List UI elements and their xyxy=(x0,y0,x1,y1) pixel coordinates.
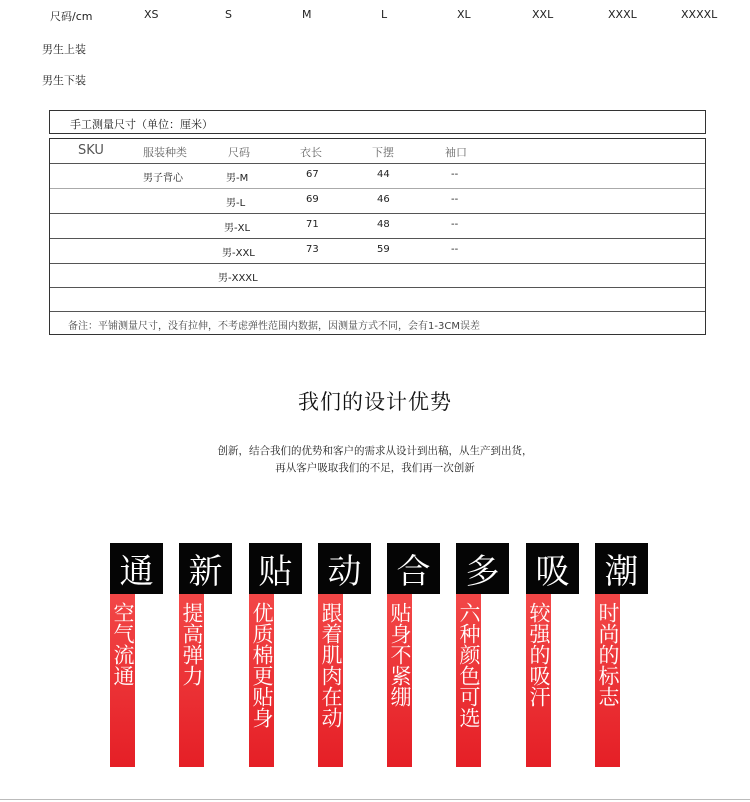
table-row-empty xyxy=(50,287,705,311)
feature-body xyxy=(595,594,620,767)
feature-body-text: 提高弹力 xyxy=(180,602,204,686)
header-hem: 下摆 xyxy=(372,146,394,159)
table-row xyxy=(50,163,705,188)
feature-body-text: 优质棉更贴身 xyxy=(250,602,274,728)
feature-body xyxy=(110,594,135,767)
size-cell: 男-L xyxy=(226,198,246,209)
table-row xyxy=(50,238,705,263)
feature-head: 多 xyxy=(456,543,509,594)
measure-table xyxy=(49,138,706,335)
feature-head: 新 xyxy=(179,543,232,594)
size-header xyxy=(0,0,750,30)
feature-body xyxy=(318,594,343,767)
feature-card xyxy=(249,543,302,767)
feature-body xyxy=(249,594,274,767)
table-note-row xyxy=(50,311,705,335)
feature-body-text: 六种颜色可选 xyxy=(457,602,481,728)
measure-title-box xyxy=(49,110,706,134)
feature-head: 动 xyxy=(318,543,371,594)
feature-card xyxy=(526,543,579,767)
length-cell: 71 xyxy=(306,219,319,230)
length-cell: 69 xyxy=(306,194,319,205)
feature-body xyxy=(179,594,204,767)
feature-body-text: 跟着肌肉在动 xyxy=(319,602,343,728)
design-title: 我们的设计优势 xyxy=(298,390,452,414)
size-xxxxl: XXXXL xyxy=(681,8,718,21)
feature-head: 吸 xyxy=(526,543,579,594)
size-cell: 男-M xyxy=(226,173,249,184)
feature-body-text: 贴身不紧绷 xyxy=(388,602,412,707)
feature-head: 通 xyxy=(110,543,163,594)
hem-cell: 44 xyxy=(377,169,390,180)
feature-card xyxy=(387,543,440,767)
length-cell: 73 xyxy=(306,244,319,255)
header-length: 衣长 xyxy=(300,146,322,159)
row-label-top: 男生上装 xyxy=(42,43,86,56)
size-cell: 男-XXL xyxy=(222,248,255,259)
feature-head: 潮 xyxy=(595,543,648,594)
feature-card xyxy=(318,543,371,767)
measure-note: 备注：平铺测量尺寸，没有拉伸，不考虑弹性范围内数据，因测量方式不同，会有1-3CM误差 xyxy=(68,321,480,332)
hem-cell: 46 xyxy=(377,194,390,205)
hem-cell: 59 xyxy=(377,244,390,255)
header-category: 服装种类 xyxy=(143,146,187,159)
size-xs: XS xyxy=(144,8,159,21)
header-sku: SKU xyxy=(78,143,104,158)
feature-card xyxy=(595,543,648,767)
feature-body-text: 空气流通 xyxy=(111,602,135,686)
feature-body xyxy=(526,594,551,767)
row-label-bottom: 男生下装 xyxy=(42,74,86,87)
hem-cell: 48 xyxy=(377,219,390,230)
feature-body-text: 时尚的标志 xyxy=(596,602,620,707)
feature-head: 贴 xyxy=(249,543,302,594)
size-cell: 男-XL xyxy=(224,223,251,234)
length-cell: 67 xyxy=(306,169,319,180)
feature-body-text: 较强的吸汗 xyxy=(527,602,551,707)
feature-card xyxy=(456,543,509,767)
header-cuff: 袖口 xyxy=(445,146,467,159)
cuff-cell: -- xyxy=(451,194,459,205)
size-xl: XL xyxy=(457,8,471,21)
table-row xyxy=(50,263,705,287)
table-row xyxy=(50,213,705,238)
size-xxl: XXL xyxy=(532,8,554,21)
feature-head: 合 xyxy=(387,543,440,594)
feature-body xyxy=(387,594,412,767)
bottom-divider xyxy=(0,799,750,800)
cuff-cell: -- xyxy=(451,244,459,255)
table-header-row xyxy=(50,139,705,163)
design-desc-line1: 创新，结合我们的优势和客户的需求从设计到出稿，从生产到出货， xyxy=(217,445,533,457)
design-desc-line2: 再从客户吸取我们的不足，我们再一次创新 xyxy=(275,462,475,474)
category-cell: 男子背心 xyxy=(143,173,183,184)
size-header-label: 尺码/cm xyxy=(50,10,93,23)
size-m: M xyxy=(302,8,312,21)
feature-card xyxy=(110,543,163,767)
size-l: L xyxy=(381,8,388,21)
size-xxxl: XXXL xyxy=(608,8,637,21)
header-size: 尺码 xyxy=(228,146,250,159)
feature-body xyxy=(456,594,481,767)
table-row xyxy=(50,188,705,213)
size-cell: 男-XXXL xyxy=(218,273,258,284)
size-s: S xyxy=(225,8,232,21)
measure-title: 手工测量尺寸（单位：厘米） xyxy=(70,118,213,131)
cuff-cell: -- xyxy=(451,219,459,230)
feature-card xyxy=(179,543,232,767)
cuff-cell: -- xyxy=(451,169,459,180)
